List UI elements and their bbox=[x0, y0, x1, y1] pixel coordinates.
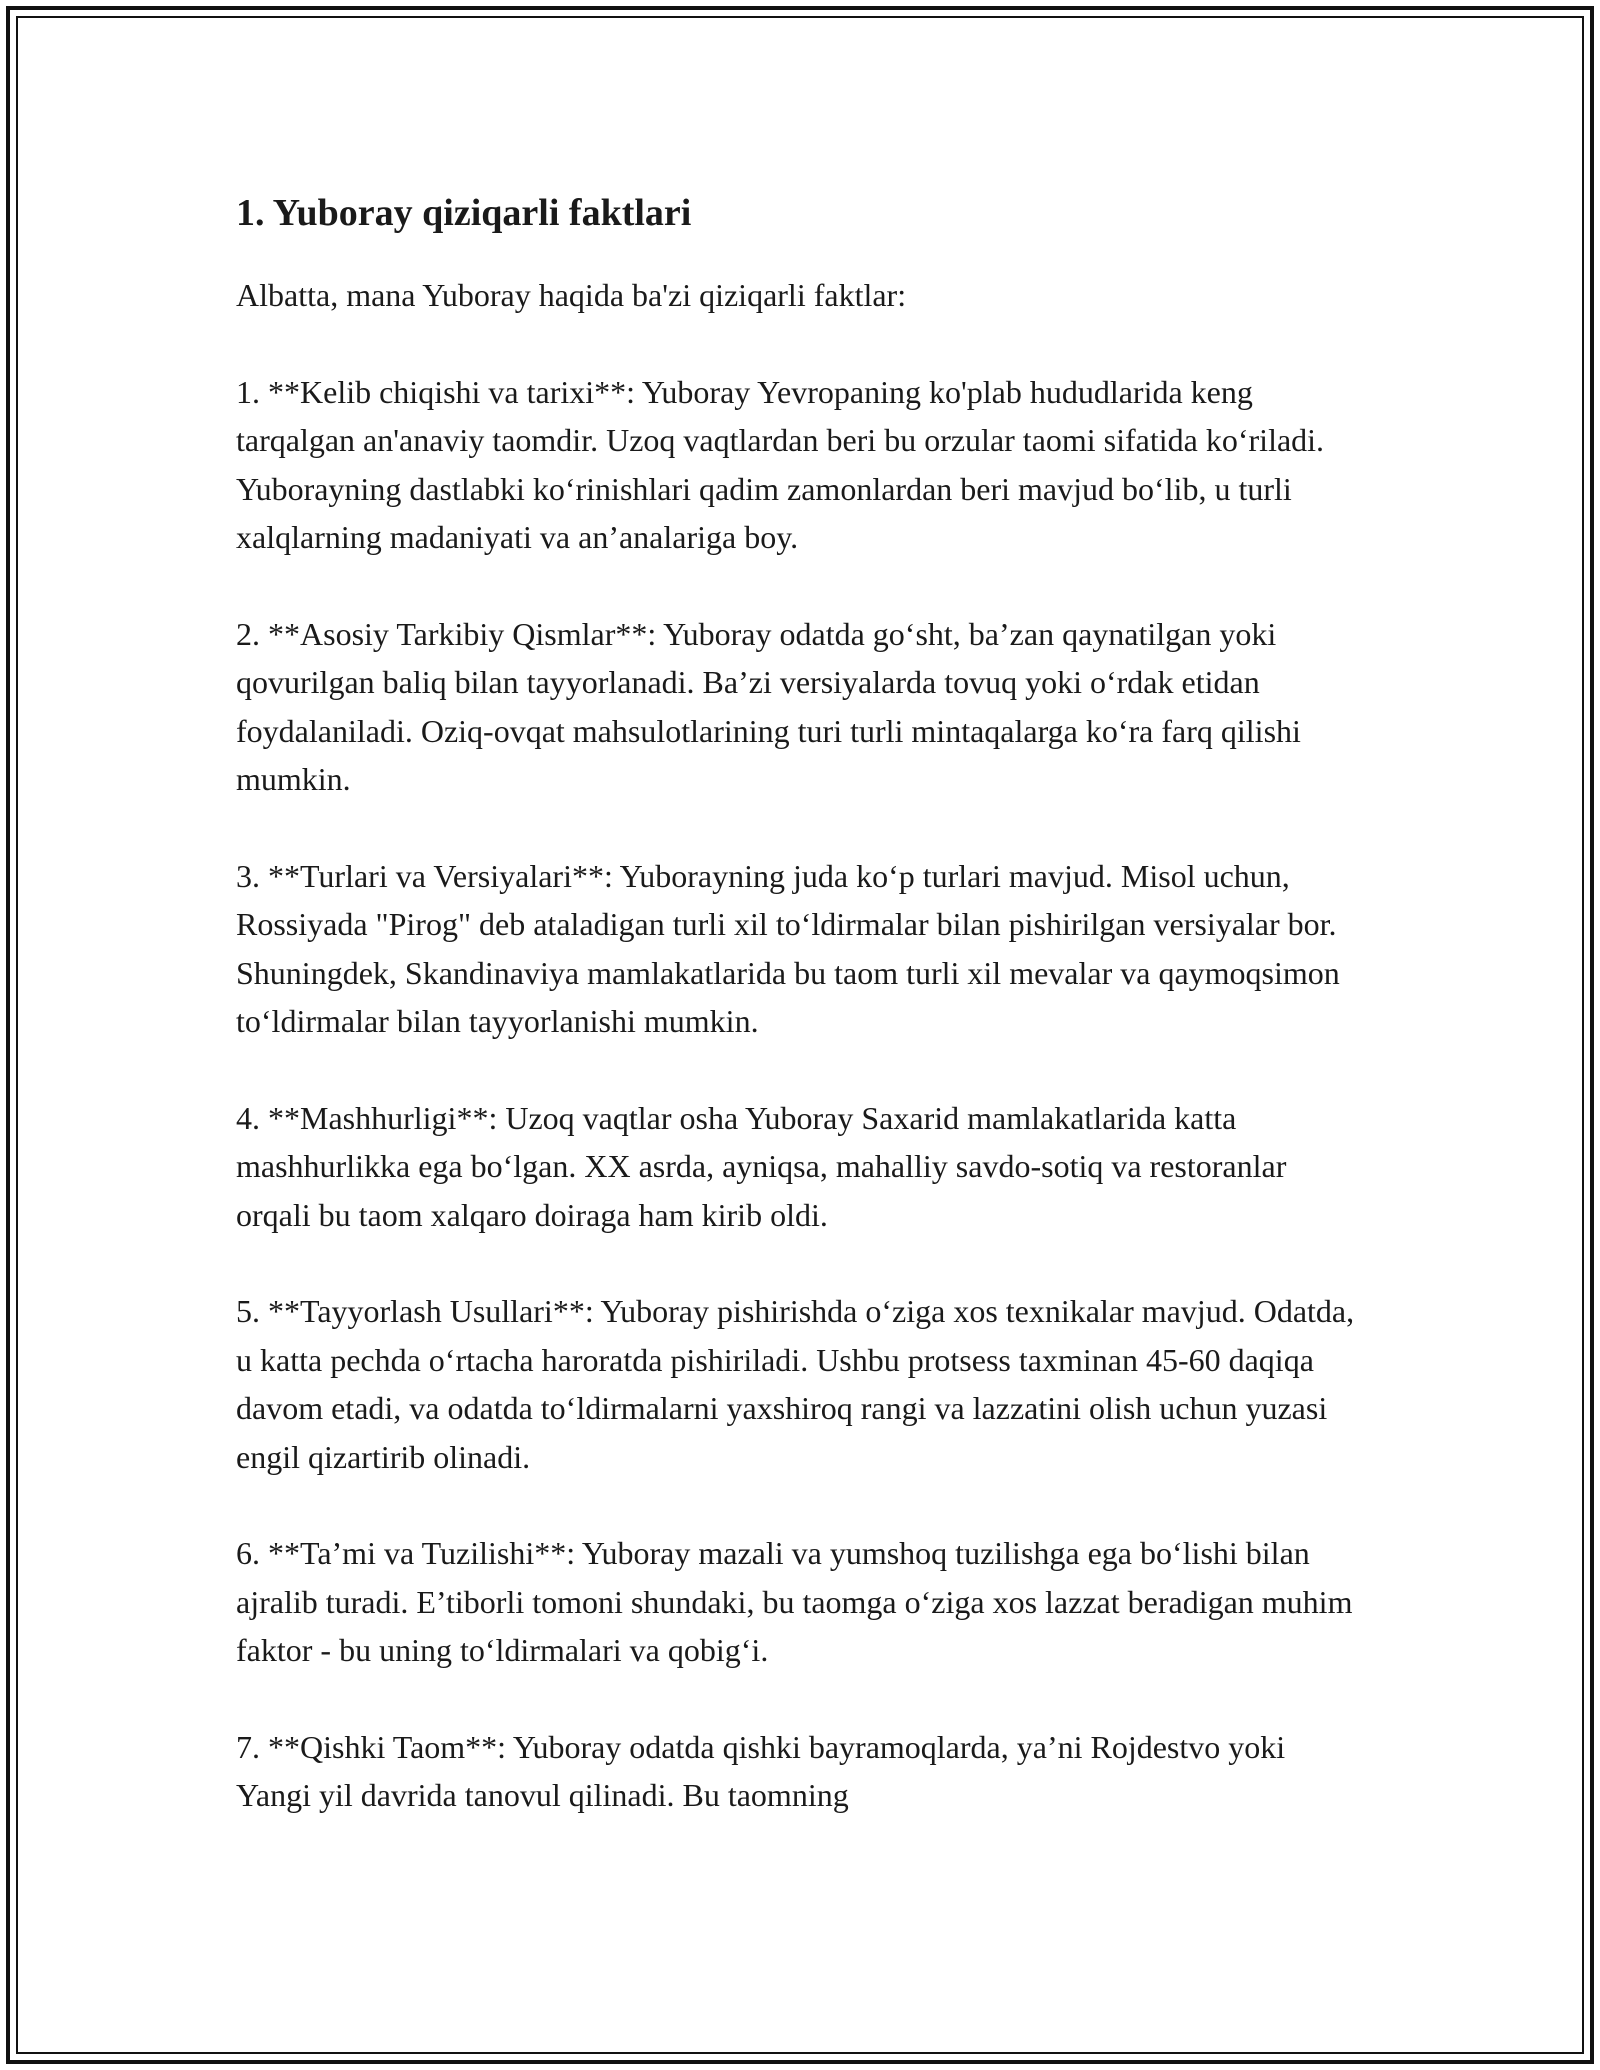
fact-paragraph-6: 6. **Ta’mi va Tuzilishi**: Yuboray mazali va yumshoq tuzilishga ega bo‘lishi bilan ajralib turadi. E’tiborli tomoni shundaki, bu taomga o‘ziga xos lazzat beradigan muhim faktor - bu uning to‘ldirmalari va qobig‘i. bbox=[236, 1535, 1353, 1668]
document-body bbox=[236, 185, 1366, 1820]
fact-paragraph-5: 5. **Tayyorlash Usullari**: Yuboray pishirishda o‘ziga xos texnikalar mavjud. Odatda, u katta pechda o‘rtacha haroratda pishiriladi. Ushbu protsess taxminan 45-60 daqiqa davom etadi, va odatda to‘ldirmalarni yaxshiroq rangi va lazzatini olish uchun yuzasi engil qizartirib olinadi. bbox=[236, 1293, 1355, 1475]
fact-paragraph-2: 2. **Asosiy Tarkibiy Qismlar**: Yuboray odatda go‘sht, ba’zan qaynatilgan yoki qovurilgan baliq bilan tayyorlanadi. Ba’zi versiyalarda tovuq yoki o‘rdak etidan foydalaniladi. Oziq-ovqat mahsulotlarining turi turli mintaqalarga ko‘ra farq qilishi mumkin. bbox=[236, 615, 1301, 797]
fact-paragraph-7: 7. **Qishki Taom**: Yuboray odatda qishki bayramoqlarda, ya’ni Rojdestvo yoki Yangi yil davrida tanovul qilinadi. Bu taomning bbox=[236, 1728, 1286, 1813]
fact-paragraph-4: 4. **Mashhurligi**: Uzoq vaqtlar osha Yuboray Saxarid mamlakatlarida katta mashhurlikka ega bo‘lgan. XX asrda, ayniqsa, mahalliy savdo-sotiq va restoranlar orqali bu taom xalqaro doiraga ham kirib oldi. bbox=[236, 1099, 1287, 1233]
intro-paragraph: Albatta, mana Yuboray haqida ba'zi qiziqarli faktlar: bbox=[236, 277, 907, 313]
fact-paragraph-1: 1. **Kelib chiqishi va tarixi**: Yuboray Yevropaning ko'plab hududlarida keng tarqalgan an'anaviy taomdir. Uzoq vaqtlardan beri bu orzular taomi sifatida ko‘riladi. Yuborayning dastlabki ko‘rinishlari qadim zamonlardan beri mavjud bo‘lib, u turli xalqlarning madaniyati va an’analariga boy. bbox=[236, 373, 1325, 555]
fact-paragraph-3: 3. **Turlari va Versiyalari**: Yuborayning juda ko‘p turlari mavjud. Misol uchun, Rossiyada "Pirog" deb ataladigan turli xil to‘ldirmalar bilan pishirilgan versiyalar bor. Shuningdek, Skandinaviya mamlakatlarida bu taom turli xil mevalar va qaymoqsimon to‘ldirmalar bilan tayyorlanishi mumkin. bbox=[236, 857, 1340, 1039]
document-title: 1. Yuboray qiziqarli faktlari bbox=[236, 192, 692, 234]
